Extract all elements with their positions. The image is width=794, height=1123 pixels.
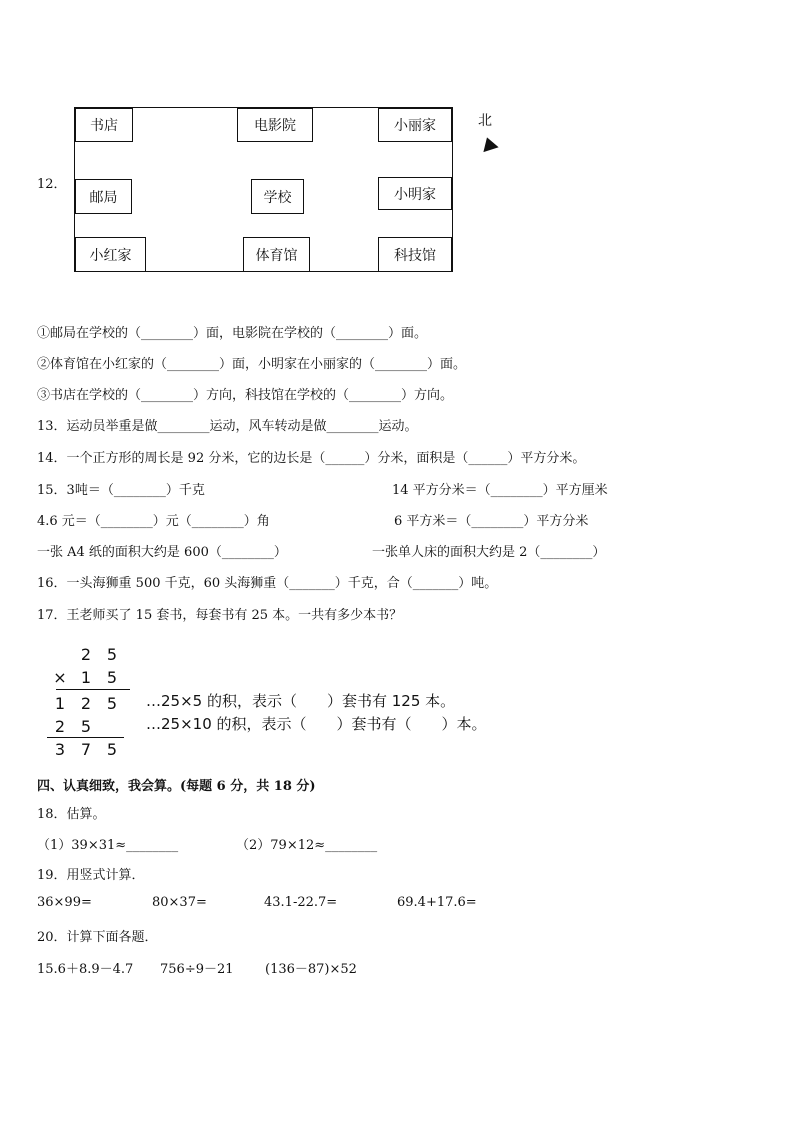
question-17: 17．王老师买了 15 套书，每套书有 25 本。一共有多少本书？: [37, 608, 403, 623]
q12-line-3: ③书店在学校的（________）方向，科技馆在学校的（________）方向。: [37, 388, 454, 403]
divider-line: [47, 737, 124, 738]
north-label: 北: [478, 113, 492, 129]
digit: 1: [54, 694, 66, 713]
q20-item-1: 15.6＋8.9－4.7: [37, 962, 134, 977]
digit: 3: [54, 740, 66, 759]
map-xiaoming-home: 小明家: [378, 177, 452, 210]
q15-row2-left: 4.6 元＝（________）元（________）角: [37, 514, 270, 529]
q19-item-2: 80×37=: [152, 895, 207, 910]
map-xiaoli-home: 小丽家: [378, 108, 452, 142]
question-13: 13．运动员举重是做________运动，风车转动是做________运动。: [37, 419, 418, 434]
map-cinema: 电影院: [237, 108, 313, 142]
q15-row1-left: 15．3吨＝（________）千克: [37, 483, 205, 498]
q17-explanation-2: …25×10 的积，表示（ ）套书有（ ）本。: [146, 715, 487, 733]
divider-line: [56, 689, 130, 690]
question-14: 14．一个正方形的周长是 92 分米，它的边长是（______）分米，面积是（______）平方分米。: [37, 451, 586, 466]
digit: 2: [54, 717, 66, 736]
map-gym: 体育馆: [243, 237, 310, 272]
map-school: 学校: [251, 179, 304, 214]
digit: 1: [80, 668, 92, 687]
q12-line-1: ①邮局在学校的（________）面，电影院在学校的（________）面。: [37, 326, 428, 341]
map-post-office: 邮局: [75, 179, 132, 214]
digit: 5: [80, 717, 92, 736]
q20-item-3: (136－87)×52: [265, 962, 357, 977]
digit: 2: [80, 694, 92, 713]
multiply-sign: ×: [53, 668, 67, 687]
map-bookstore: 书店: [75, 108, 133, 142]
digit: 5: [106, 740, 118, 759]
question-19-title: 19．用竖式计算．: [37, 868, 145, 883]
question-18-title: 18．估算。: [37, 807, 106, 822]
north-arrow-icon: [479, 135, 498, 152]
digit: 5: [106, 645, 118, 664]
q15-row3-right: 一张单人床的面积大约是 2（________）: [372, 545, 606, 560]
question-16: 16．一头海狮重 500 千克，60 头海狮重（_______）千克，合（_______）吨。: [37, 576, 498, 591]
q19-item-3: 43.1-22.7=: [264, 895, 338, 910]
digit: 5: [106, 668, 118, 687]
q18-item-2: （2）79×12≈________: [236, 838, 378, 853]
q12-line-2: ②体育馆在小红家的（________）面，小明家在小丽家的（________）面。: [37, 357, 467, 372]
q17-explanation-1: …25×5 的积，表示（ ）套书有 125 本。: [146, 692, 456, 710]
section-4-heading: 四、认真细致，我会算。(每题 6 分，共 18 分): [37, 779, 316, 794]
digit: 2: [80, 645, 92, 664]
digit: 5: [106, 694, 118, 713]
q15-row1-right: 14 平方分米＝（________）平方厘米: [392, 483, 608, 498]
question-number-12: 12．: [37, 177, 67, 192]
q19-item-1: 36×99=: [37, 895, 92, 910]
q15-row2-right: 6 平方米＝（________）平方分米: [394, 514, 589, 529]
map-science-museum: 科技馆: [378, 237, 452, 272]
map-xiaohong-home: 小红家: [75, 237, 146, 272]
q15-row3-left: 一张 A4 纸的面积大约是 600（________）: [37, 545, 287, 560]
question-20-title: 20．计算下面各题．: [37, 930, 158, 945]
q19-item-4: 69.4+17.6=: [397, 895, 477, 910]
q20-item-2: 756÷9－21: [160, 962, 234, 977]
digit: 7: [80, 740, 92, 759]
q18-item-1: （1）39×31≈________: [37, 838, 179, 853]
